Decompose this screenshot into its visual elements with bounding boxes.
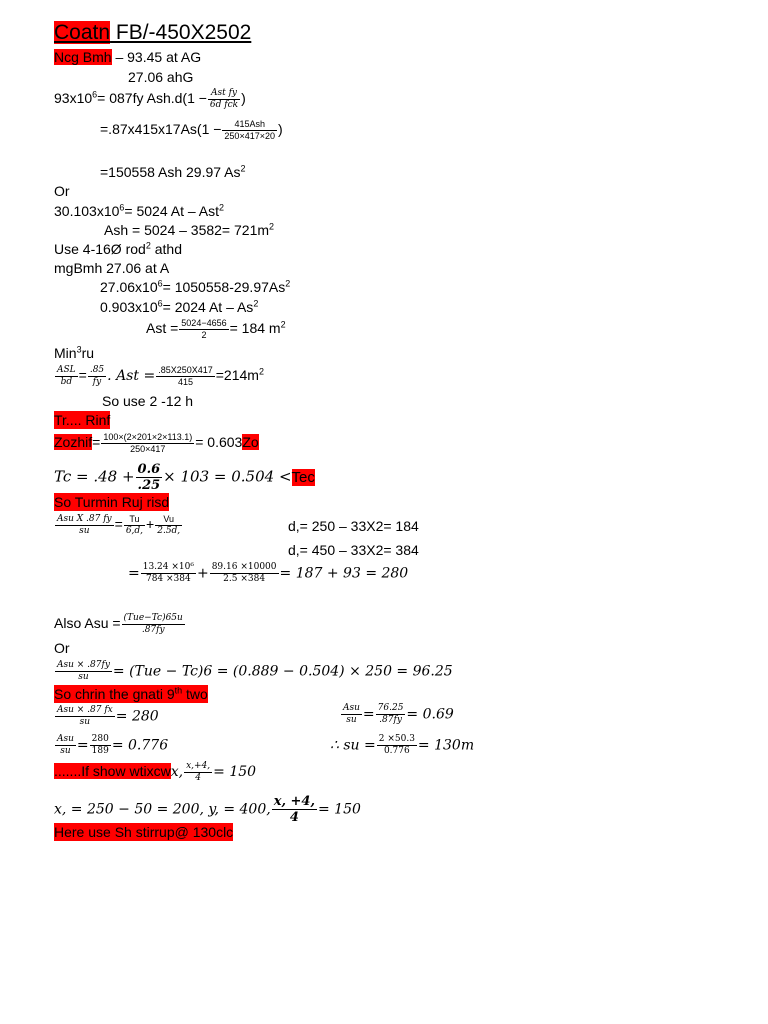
- line-18: [54, 432, 259, 455]
- l30-mid: x,: [170, 764, 184, 781]
- l9-pre: Use 4-16Ø rod: [54, 241, 146, 257]
- l29-n2: 280: [91, 734, 109, 744]
- l28r-frac-1: [341, 703, 362, 726]
- line-11: [100, 278, 290, 296]
- line-12: [100, 298, 258, 316]
- line-3: [54, 88, 246, 111]
- l28r-eq: =: [362, 706, 375, 723]
- line-5: [100, 163, 246, 181]
- l28r-d1: su: [346, 715, 357, 725]
- l15-frac-1: [55, 365, 78, 388]
- l26-fraction: [55, 660, 112, 683]
- l21-n3: Vu: [155, 514, 182, 526]
- l11-mid: = 1050558-29.97As: [162, 279, 286, 295]
- line-29: [54, 734, 168, 757]
- highlight-so-turmin: So Turmin Ruj risd: [54, 494, 170, 510]
- l9-sup: 2: [145, 240, 151, 251]
- l21-n2: Tu: [124, 514, 145, 526]
- line-31: [54, 794, 361, 825]
- l7-pre: 30.103x10: [54, 203, 120, 219]
- l31-pre: x, = 250 − 50 = 200, y, = 400,: [54, 801, 271, 818]
- l24-pre: Also Asu =: [54, 615, 121, 632]
- l13-post: = 184 m: [229, 320, 281, 337]
- l14-post: ru: [81, 345, 95, 361]
- l23-frac-2: [210, 562, 279, 585]
- highlight-zo: Zo: [242, 434, 259, 451]
- l28-post: = 280: [115, 708, 159, 725]
- l19-fraction: [136, 462, 163, 493]
- l5-sup: 2: [240, 163, 246, 174]
- l19-pre: Tc = .48 +: [54, 467, 135, 486]
- l21-d2: 6,d,: [125, 526, 144, 536]
- l29r-num: 2 ×50.3: [378, 734, 415, 744]
- highlight-tec: Tec: [291, 468, 315, 486]
- l12-mid: = 2024 At – As: [162, 299, 254, 315]
- l3-sup: 6: [92, 89, 98, 100]
- l31-den: 4: [289, 810, 299, 825]
- line-24: [54, 613, 186, 636]
- l29r-fraction: [377, 734, 417, 757]
- l11-sup2: 2: [285, 278, 291, 289]
- l15-frac-3: [156, 365, 215, 388]
- l4-den: 250×417×20: [224, 131, 275, 141]
- l21-frac-3: [155, 514, 182, 537]
- l29-d2: 189: [91, 746, 109, 756]
- l31-num: x, +4,: [273, 794, 315, 809]
- l19-den: .25: [137, 478, 161, 493]
- line-16: So use 2 -12 h: [102, 393, 194, 409]
- line-13: [146, 318, 286, 341]
- l15-n3: .85X250X417: [158, 365, 213, 375]
- l3-den: 6d fck: [209, 100, 239, 110]
- l3-fraction: [208, 88, 240, 111]
- l23-frac-1: [141, 562, 196, 585]
- l30-num: x,+4,: [186, 761, 211, 771]
- l29-d1: su: [60, 746, 71, 756]
- l15-eq: =: [78, 367, 87, 384]
- l21-n1: Asu X .87 fy: [57, 514, 112, 524]
- l19-num: 0.6: [137, 462, 161, 477]
- l11-sup: 6: [157, 278, 163, 289]
- highlight-zozhif: Zozhif: [54, 434, 93, 451]
- l27-post: two: [182, 686, 208, 702]
- l27-pre: So chrin the gnati 9: [54, 686, 175, 702]
- l21-d3: 2.5d,: [157, 526, 181, 536]
- line-29-right: [330, 734, 474, 757]
- l15-frac-2: [88, 365, 106, 388]
- l4-post: ): [277, 121, 283, 138]
- l24-fraction: [122, 613, 185, 636]
- l23-d1: 784 ×384: [145, 574, 191, 584]
- line-10: mgBmh 27.06 at A: [54, 260, 170, 276]
- l9-post: athd: [150, 241, 182, 257]
- highlight-so-chrin: [54, 685, 208, 703]
- l13-sup: 2: [280, 319, 286, 330]
- page-title: [54, 20, 251, 46]
- l12-sup2: 2: [253, 298, 259, 309]
- l8-pre: Ash = 5024 – 3582= 721m: [104, 222, 270, 238]
- highlight-here-use: Here use Sh stirrup@ 130clc: [54, 824, 234, 840]
- l18-den: 250×417: [130, 444, 166, 454]
- l14-pre: Min: [54, 345, 77, 361]
- l4-fraction: [222, 119, 277, 142]
- l23-eq: =: [128, 565, 140, 582]
- l29-post: = 0.776: [111, 737, 169, 754]
- l18-post: = 0.603: [195, 434, 243, 451]
- line-26: [54, 660, 453, 683]
- l12-sup: 6: [157, 298, 163, 309]
- l29r-den: 0.776: [383, 746, 410, 756]
- line-2: 27.06 ahG: [128, 69, 194, 85]
- l29-eq: =: [76, 737, 89, 754]
- l15-d1: bd: [60, 377, 73, 387]
- l29r-pre: ∴ su =: [330, 737, 376, 754]
- l26-post: = (Tue − Tc)6 = (0.889 − 0.504) × 250 = 96.25: [112, 663, 453, 680]
- line-25: Or: [54, 640, 70, 656]
- line-1-text: – 93.45 at AG: [111, 49, 202, 65]
- l15-n1: ASL: [57, 365, 76, 375]
- highlight-if-show: .......If show wtixcw: [54, 763, 171, 780]
- line-6: Or: [54, 183, 70, 199]
- line-23: [128, 562, 408, 585]
- l28r-post: = 0.69: [406, 706, 454, 723]
- l23-d2: 2.5 ×384: [223, 574, 266, 584]
- l28r-d2: .87fy: [379, 715, 402, 725]
- l29r-post: = 130m: [417, 737, 475, 754]
- line-9: [54, 240, 182, 258]
- l28-fraction: [55, 705, 115, 728]
- l13-den: 2: [201, 330, 207, 340]
- l18-fraction: [101, 432, 194, 455]
- l18-eq: =: [92, 434, 101, 451]
- l24-num: (Tue−Tc)65u: [123, 613, 183, 623]
- l7-sup: 6: [119, 202, 125, 213]
- l21-eq: =: [114, 516, 123, 533]
- l28r-n2: 76.25: [377, 703, 404, 713]
- l29-frac-2: [90, 734, 111, 757]
- l21-frac-2: [124, 514, 145, 537]
- l7-sup2: 2: [219, 202, 225, 213]
- line-15: [54, 365, 264, 388]
- line-21: [54, 514, 183, 537]
- line-28: [54, 705, 159, 728]
- l11-pre: 27.06x10: [100, 279, 158, 295]
- l19-post: × 103 = 0.504 <: [163, 467, 292, 486]
- l23-plus: +: [196, 565, 209, 582]
- l28-num: Asu × .87 fx: [57, 705, 113, 715]
- line-19: [54, 462, 315, 493]
- l28r-n1: Asu: [343, 703, 360, 713]
- l13-num: 5024−4656: [181, 318, 227, 328]
- l13-fraction: [179, 318, 228, 341]
- l12-pre: 0.903x10: [100, 299, 158, 315]
- l3-post: ): [241, 90, 246, 107]
- l28-den: su: [79, 717, 91, 727]
- l26-den: su: [78, 672, 89, 682]
- l5-pre: =150558 Ash 29.97 As: [100, 164, 241, 180]
- l15-d2: fy: [92, 377, 102, 387]
- line-4: [100, 119, 283, 142]
- line-22-right: d,= 450 – 33X2= 384: [288, 542, 419, 558]
- l3-pre: 93x10: [54, 90, 93, 107]
- l15-mid: . Ast =: [107, 368, 156, 385]
- highlight-ncg-bmh: Ncg Bmh: [54, 49, 112, 65]
- line-30: [54, 761, 256, 784]
- l23-n2: 89.16 ×10000: [211, 562, 277, 572]
- l3-num: Ast fy: [208, 88, 240, 100]
- title-highlight: Coatn: [54, 21, 111, 44]
- l30-den: 4: [195, 773, 201, 783]
- l30-post: = 150: [213, 764, 257, 781]
- l26-num: Asu × .87fy: [57, 660, 110, 670]
- l15-post: =214m: [215, 367, 259, 384]
- line-1: [54, 48, 201, 66]
- l18-num: 100×(2×201×2×113.1): [103, 432, 193, 442]
- l31-fraction: [272, 794, 317, 825]
- l29-frac-1: [55, 734, 76, 757]
- line-28-right: [340, 703, 454, 726]
- l15-n2: .85: [89, 365, 105, 375]
- l23-post: = 187 + 93 = 280: [279, 565, 409, 582]
- l30-fraction: [184, 761, 212, 784]
- l27-sup: th: [174, 685, 183, 696]
- l15-sup: 2: [258, 366, 264, 377]
- line-7: [54, 202, 224, 220]
- l21-frac-1: [55, 514, 114, 537]
- line-21-right: d,= 250 – 33X2= 184: [288, 518, 419, 534]
- l21-plus: +: [146, 516, 155, 533]
- l21-d1: su: [79, 526, 90, 536]
- l8-sup: 2: [269, 221, 275, 232]
- title-text: FB/-450X2502: [110, 21, 252, 44]
- l4-num: 415Ash: [222, 119, 277, 131]
- highlight-tr-rinf: Tr.... Rinf: [54, 412, 111, 428]
- line-8: [104, 221, 274, 239]
- l28r-frac-2: [376, 703, 406, 726]
- l29-n1: Asu: [57, 734, 74, 744]
- line-14: [54, 344, 94, 362]
- l24-den: .87fy: [141, 625, 165, 635]
- l4-pre: =.87x415x17As(1 −: [100, 121, 222, 138]
- l14-sup: 3: [76, 344, 82, 355]
- l7-mid: = 5024 At – Ast: [124, 203, 219, 219]
- l13-pre: Ast =: [146, 320, 179, 337]
- l31-post: = 150: [317, 801, 361, 818]
- l15-d3: 415: [177, 377, 193, 387]
- l3-mid: = 087fy Ash.d(1 −: [97, 90, 207, 107]
- l23-n1: 13.24 ×10⁶: [142, 562, 194, 572]
